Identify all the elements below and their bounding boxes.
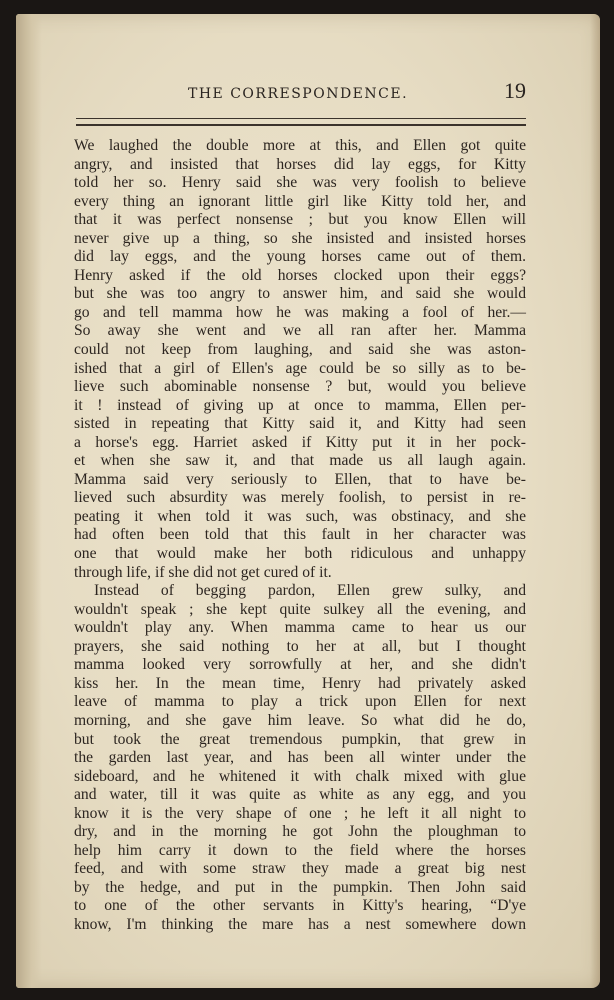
running-head: THE CORRESPONDENCE. xyxy=(188,86,409,102)
text-line: did lay eggs, and the young horses came out of them. xyxy=(74,248,526,266)
text-line: never give up a thing, so she insisted and insisted horses xyxy=(74,229,526,247)
text-line: had often been told that this fault in her character was xyxy=(74,526,526,544)
text-line: morning, and she gave him leave. So what did he do, xyxy=(74,711,526,729)
text-line: angry, and insisted that horses did lay eggs, for Kitty xyxy=(74,155,526,173)
text-line: that it was perfect nonsense ; but you know Ellen will xyxy=(74,211,526,229)
text-line: through life, if she did not get cured of it. xyxy=(74,563,332,581)
text-line: it ! instead of giving up at once to mamma, Ellen per- xyxy=(74,396,526,414)
text-line: kiss her. In the mean time, Henry had privately asked xyxy=(74,674,526,692)
text-line: could not keep from laughing, and said she was aston- xyxy=(74,341,526,359)
text-line: et when she saw it, and that made us all laugh again. xyxy=(74,452,526,470)
text-line: told her so. Henry said she was very foolish to believe xyxy=(74,174,526,192)
header-rule xyxy=(76,118,526,126)
text-line: but took the great tremendous pumpkin, that grew in xyxy=(74,730,526,748)
text-line: the garden last year, and has been all winter under the xyxy=(74,749,526,767)
book-page xyxy=(16,14,600,988)
text-line: We laughed the double more at this, and Ellen got quite xyxy=(74,137,526,154)
text-line: ished that a girl of Ellen's age could be so silly as to be- xyxy=(74,359,526,377)
text-line: and water, till it was quite as white as any egg, and you xyxy=(74,786,526,804)
text-line: prayers, she said nothing to her at all, but I thought xyxy=(74,637,526,655)
page-number: 19 xyxy=(504,78,526,103)
text-line: but she was too angry to answer him, and said she would xyxy=(74,285,526,303)
text-line: Henry asked if the old horses clocked upon their eggs? xyxy=(74,266,526,284)
text-line: sisted in repeating that Kitty said it, and Kitty had seen xyxy=(74,415,526,433)
text-line: every thing an ignorant little girl like Kitty told her, and xyxy=(74,192,526,210)
text-line: mamma looked very sorrowfully at her, and she didn't xyxy=(74,656,526,674)
page-header xyxy=(64,76,534,106)
text-line: dry, and in the morning he got John the ploughman to xyxy=(74,823,526,841)
text-line: leave of mamma to play a trick upon Ellen for next xyxy=(74,693,526,711)
text-line: one that would make her both ridiculous and unhappy xyxy=(74,545,526,563)
text-line: sideboard, and he whitened it with chalk mixed with glue xyxy=(74,767,526,785)
body-text xyxy=(74,137,526,935)
text-line: peating it when told it was such, was obstinacy, and she xyxy=(74,507,526,525)
text-line: lieve such abominable nonsense ? but, would you believe xyxy=(74,378,526,396)
text-line: know it is the very shape of one ; he left it all night to xyxy=(74,804,526,822)
text-line: lieved such absurdity was merely foolish, to persist in re- xyxy=(74,489,526,507)
page-gutter xyxy=(16,14,42,988)
text-line: a horse's egg. Harriet asked if Kitty put it in her pock- xyxy=(74,433,526,451)
text-line: help him carry it down to the field where the horses xyxy=(74,841,526,859)
text-line: Mamma said very seriously to Ellen, that to have be- xyxy=(74,470,526,488)
text-line: wouldn't speak ; she kept quite sulkey all the evening, and xyxy=(74,600,526,618)
text-line: go and tell mamma how he was making a fool of her.— xyxy=(74,303,526,321)
text-line: Instead of begging pardon, Ellen grew sulky, and xyxy=(94,582,526,600)
text-line: wouldn't play any. When mamma came to hear us our xyxy=(74,619,526,637)
text-line: know, I'm thinking the mare has a nest somewhere down xyxy=(74,915,526,933)
text-line: So away she went and we all ran after her. Mamma xyxy=(74,322,526,340)
text-line: by the hedge, and put in the pumpkin. Then John said xyxy=(74,878,526,896)
text-line: feed, and with some straw they made a great big nest xyxy=(74,860,526,878)
page-edge-shadow xyxy=(590,14,600,988)
text-line: to one of the other servants in Kitty's hearing, “D'ye xyxy=(74,897,526,915)
